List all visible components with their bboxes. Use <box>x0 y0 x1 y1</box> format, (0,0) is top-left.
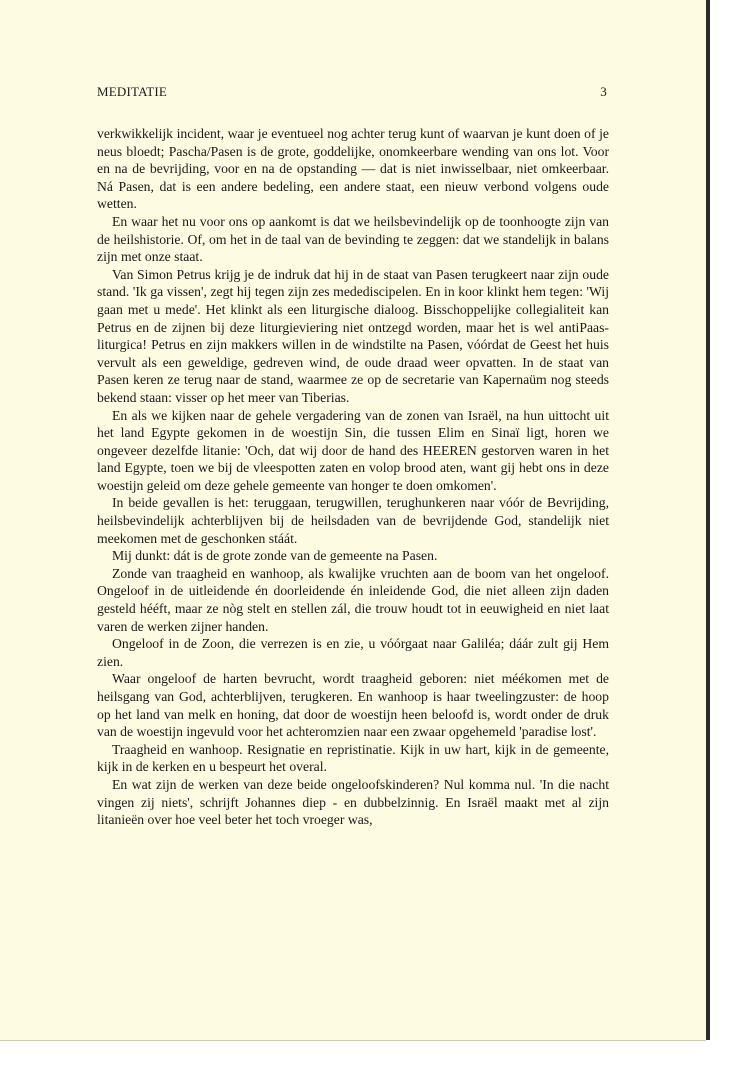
section-title: MEDITATIE <box>97 84 168 99</box>
paragraph: Ongeloof in de Zoon, die verrezen is en zie, u vóórgaat naar Galiléa; dáár zult gij Hem zien. <box>97 636 609 669</box>
paragraph: En waar het nu voor ons op aankomt is dat we heilsbevindelijk op de toonhoogte zijn van de heilshistorie. Of, om het in de taal van de bevinding te zeggen: dat we standelijk in balans zijn met onze staat. <box>97 213 609 265</box>
page-edge-shadow <box>706 0 710 1040</box>
body-text <box>97 125 609 829</box>
paragraph: verkwikkelijk incident, waar je eventueel nog achter terug kunt of waarvan je kunt doen of je neus bloedt; Pascha/Pasen is de grote, goddelijke, onomkeerbare wending van ons lot. Voor en na de bevrijding, voor en na de opstanding — dat is niet inwisselbaar, niet omkeerbaar. Ná Pasen, dat is een andere bedeling, een andere staat, een nieuw verbond volgens oude wetten. <box>97 126 609 212</box>
paragraph: En wat zijn de werken van deze beide ongeloofskinderen? Nul komma nul. 'In die nacht vingen zij niets', schrijft Johannes diep - en dubbelzinnig. En Israël maakt met al zijn litanieën over hoe veel beter het toch vroeger was, <box>97 776 609 828</box>
page-number: 3 <box>600 84 607 99</box>
paragraph: Van Simon Petrus krijg je de indruk dat hij in de staat van Pasen terugkeert naar zijn oude stand. 'Ik ga vissen', zegt hij tegen zijn zes medediscipelen. En in koor klinkt hem tegen: 'Wij gaan met u mede'. Het klinkt als een liturgische dialoog. Bisschoppelijke collegialiteit kan Petrus en de zijnen bij deze liturgieviering niet ontzegd worden, maar het is wel antiPaas-liturgica! Petrus en zijn makkers willen in de windstilte na Pasen, vóórdat de Geest het huis vervult als een geweldige, gedreven wind, de oude draad weer opvatten. In de staat van Pasen keren ze terug naar de stand, waarmee ze op de secretarie van Kapernaüm nog steeds bekend staan: visser op het meer van Tiberias. <box>97 266 609 405</box>
paragraph: Waar ongeloof de harten bevrucht, wordt traagheid geboren: niet méékomen met de heilsgang van God, achterblijven, terugkeren. En wanhoop is haar tweelingzuster: de hoop op het land van melk en honing, dat door de woestijn heen beloofd is, wordt onder de druk van de woestijn ingevuld voor het achteromzien naar een zwaar opgehemeld 'paradise lost'. <box>97 671 609 740</box>
paragraph: In beide gevallen is het: teruggaan, terugwillen, terughunkeren naar vóór de Bevrijding, heilsbevindelijk achterblijven bij de heilsdaden van de bevrijdende God, standelijk niet meekomen met de geschonken stáát. <box>97 495 609 546</box>
paragraph: Zonde van traagheid en wanhoop, als kwalijke vruchten aan de boom van het ongeloof. Ongeloof in de uitleidende én doorleidende én inleidende God, die niet alleen zijn daden gesteld hééft, maar ze nòg stelt en stellen zál, die trouw houdt tot in eeuwigheid en niet laat varen de werken zijner handen. <box>97 565 609 634</box>
paragraph: Mij dunkt: dát is de grote zonde van de gemeente na Pasen. <box>112 548 438 564</box>
paragraph: En als we kijken naar de gehele vergadering van de zonen van Israël, na hun uittocht uit het land Egypte gekomen in de woestijn Sin, die tussen Elim en Sinaï ligt, horen we ongeveer dezelfde litanie: 'Och, dat wij door de hand des HEEREN gestorven waren in het land Egypte, toen we bij de vleespotten zaten en volop brood aten, want gij hebt ons in deze woestijn geleid om deze gehele gemeente van honger te doen omkomen'. <box>97 407 609 493</box>
page-bottom-edge <box>0 1040 706 1041</box>
paragraph: Traagheid en wanhoop. Resignatie en repristinatie. Kijk in uw hart, kijk in de gemeente, kijk in de kerken en u bespeurt het overal. <box>97 741 609 775</box>
